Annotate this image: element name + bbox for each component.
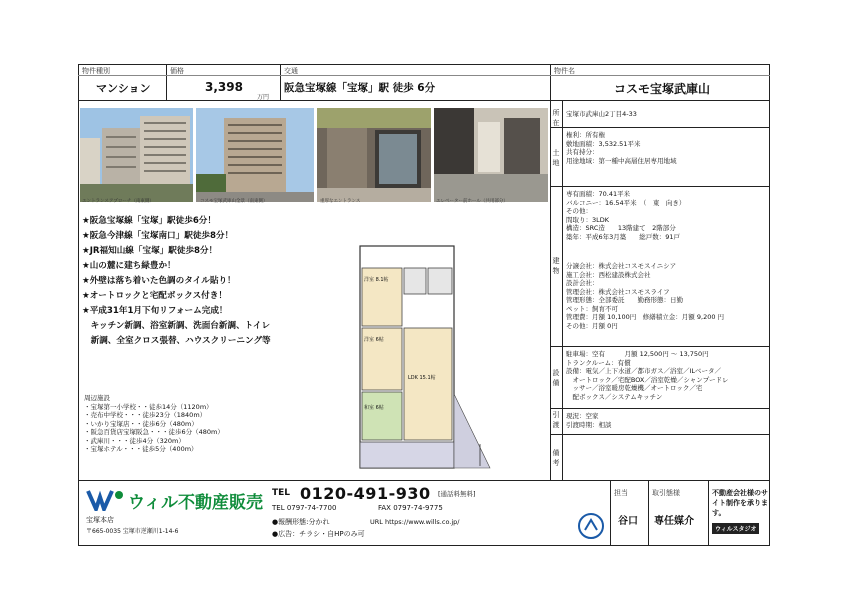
company-logo-icon [86, 489, 126, 511]
staff-name: 谷口 [618, 516, 638, 527]
surroundings-item: ・いかり宝塚店・・徒歩6分（480m） [84, 419, 198, 428]
feature-item: キッチン新調、浴室新調、洗面台新調、トイレ [82, 321, 271, 331]
photo-exterior-2 [196, 108, 314, 202]
land-rows: 権利：所有権 敷地面積：3,532.51平米 共有持分： 用途地域：第一種中高層住居専用地域 [566, 131, 677, 165]
photo-exterior-1 [80, 108, 193, 202]
location-value: 宝塚市武庫山2丁目4-33 [566, 110, 637, 118]
ad-policy: ●広告：チラシ・自HPのみ可 [272, 530, 365, 538]
room-label: 洋室 6帖 [364, 337, 384, 343]
price-label: 価格 [170, 67, 184, 75]
equip-label: 設備 [552, 369, 560, 387]
photo-caption-1: エントランスアプローチ（南東側） [82, 199, 154, 204]
room-label: 洋室 8.1帖 [364, 277, 389, 283]
property-name: コスモ宝塚武庫山 [614, 82, 711, 96]
feature-item: ★外壁は落ち着いた色調のタイル貼り！ [82, 276, 236, 286]
notes-rows: 現況：空家 引渡時期：相談 [566, 412, 612, 429]
type-label: 物件種別 [82, 67, 110, 75]
price-unit: 万円 [257, 94, 270, 101]
sign-label: 担当 [614, 489, 628, 497]
transaction-value: 専任媒介 [654, 516, 694, 527]
remarks-label: 備考 [552, 449, 560, 467]
feature-item: ★山の麓に建ち緑豊か！ [82, 261, 176, 271]
site-message: 不動産会社様のサイト制作を承ります。 [712, 489, 768, 517]
feature-list [82, 214, 271, 349]
price-value: 3,398 [205, 80, 243, 94]
surroundings-item: ・武庫川・・・徒歩4分（320m） [84, 436, 185, 445]
certification-mark-icon [577, 512, 605, 540]
fax: FAX 0797-74-9775 [378, 504, 443, 512]
photo-entrance [317, 108, 431, 202]
company-rows: 分譲会社：株式会社コスモスイニシア 施工会社：西松建設株式会社 設計会社： 管理会社：株式会社コスモスライフ 管理形態：全部委託 勤務形態：日勤 ペット：飼育不可 管理費：月額 10,100円 修繕積立金：月額 9,200 円 その他：月額 0円 [566, 262, 725, 330]
branch-name: 宝塚本店 [86, 516, 114, 524]
location-label: 所在 [552, 109, 560, 127]
surroundings-item: ・宝塚第一小学校・・徒歩14分（1120m） [84, 402, 213, 411]
land-label: 土地 [552, 149, 560, 167]
feature-item: ★阪急宝塚線「宝塚」駅徒歩6分！ [82, 216, 216, 226]
surroundings-item: ・宝塚ホテル・・・徒歩5分（400m） [84, 445, 198, 453]
feature-item: ★オートロックと宅配ボックス付き！ [82, 291, 227, 301]
company-name: ウィル不動産販売 [128, 493, 263, 513]
photo-elevator-hall [434, 108, 548, 202]
room-label: 和室 6帖 [364, 405, 384, 411]
photo-caption-4: エレベーター前ホール（共用部分） [436, 199, 508, 204]
surroundings-item: ・売布中学校・・・徒歩23分（1840m） [84, 411, 207, 419]
feature-item: ★平成31年1月下旬リフォーム完成！ [82, 306, 228, 316]
tel-number[interactable]: 0120-491-930 [300, 484, 431, 503]
site-brand: ウィルスタジオ [712, 523, 759, 534]
company-url[interactable]: URL https://www.wills.co.jp/ [370, 518, 460, 526]
feature-item: ★阪急今津線「宝塚南口」駅徒歩8分！ [82, 231, 234, 241]
type-value: マンション [96, 82, 151, 95]
feature-item: 新調、全室クロス張替、ハウスクリーニング等 [82, 336, 271, 346]
header-divider [78, 100, 770, 101]
branch-address: 〒665-0035 宝塚市逆瀬川1-14-6 [86, 528, 179, 535]
tel2[interactable]: TEL 0797-74-7700 [272, 504, 337, 512]
tel-note: [通話料無料] [438, 490, 476, 498]
tel-label: TEL [272, 488, 291, 498]
equip-rows: 駐車場：空有 月額 12,500円 〜 13,750円 トランクルーム：有償 設備：電気／上下水道／都市ガス／浴室／ILベータ／ オートロック／宅配BOX／浴室乾燥／シャンプードレ ッサー／浴室暖房乾燥機／オートロック／宅 配ボックス／システムキッチン [566, 350, 729, 401]
transport-value: 阪急宝塚線「宝塚」駅 徒歩 6分 [284, 82, 436, 94]
feature-item: ★JR福知山線「宝塚」駅徒歩8分！ [82, 246, 218, 256]
surroundings-item: ・阪急百貨店宝塚阪急・・・徒歩6分（480m） [84, 428, 224, 436]
name-label: 物件名 [554, 67, 575, 75]
photo-caption-3: 重厚なエントランス [320, 199, 361, 204]
transport-label: 交通 [284, 67, 298, 75]
building-label: 建物 [552, 257, 560, 275]
transaction-label: 取引態様 [652, 489, 680, 497]
building-rows: 専有面積：70.41平米 バルコニー：16.54平米 （ 東 向き） その他： 間取り：3LDK 構造：SRC造 13階建て 2階部分 築年：平成6年3月築 総戸数：91戸 [566, 190, 686, 241]
reward-type: ●報酬形態:分かれ [272, 518, 330, 526]
room-label: LDK 15.1帖 [408, 375, 436, 381]
surroundings-title: 周辺施設 [84, 394, 110, 402]
photo-caption-2: コスモ宝塚武庫山全景（南東側） [200, 199, 268, 204]
surroundings [84, 394, 224, 454]
notes-label: 引渡 [552, 411, 560, 429]
footer-divider [78, 480, 770, 481]
